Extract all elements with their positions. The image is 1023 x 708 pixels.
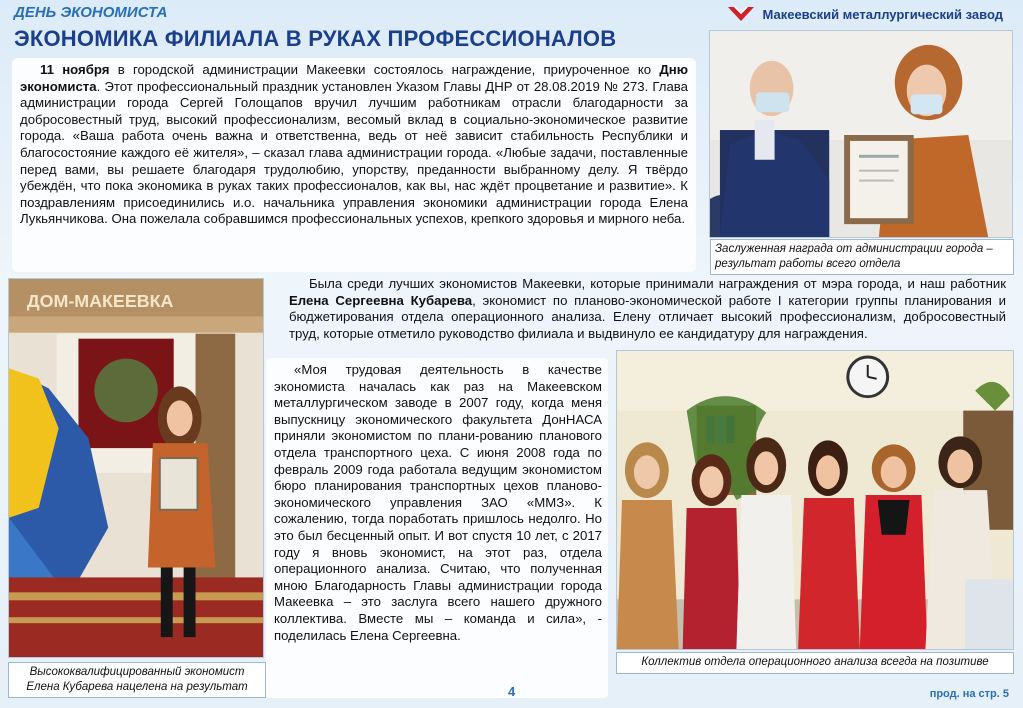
brand-name: Макеевский металлургический завод — [762, 6, 1003, 22]
team-photo — [616, 350, 1014, 650]
portrait-photo-caption: Высококвалифицированный экономист Елена Кубарева нацелена на результат — [8, 662, 266, 698]
award-photo-caption: Заслуженная награда от администрации города – результат работы всего отдела — [710, 239, 1014, 275]
award-photo — [709, 30, 1013, 238]
section-label: ДЕНЬ ЭКОНОМИСТА — [14, 4, 168, 21]
article-intro — [12, 58, 696, 272]
article-quote — [266, 358, 608, 698]
building-sign: ДОМ-МАКЕЕВКА — [26, 290, 174, 311]
event-date: 11 ноября — [40, 62, 110, 77]
holiday-name: Дню экономиста — [20, 62, 688, 94]
article-paragraph-1: 11 ноября в городской администрации Макеевки состоялось награждение, приуроченное ко Дню экономиста. Этот профессиональный праздник установлен Указом Главы ДНР от 28.08.2019 № 273. Глава администрации города Сергей Голощапов вручил лучшим работникам отрасли благодарности за добросовестный труд, высокий профессионализм, весомый вклад в социально-экономическое развитие города. «Ваша работа очень важна и ответственна, ведь от неё зависит стабильность Республики и благосостояние каждого её жителя», – сказал глава администрации города. «Любые задачи, поставленные перед вами, вы решаете благодаря трудолюбию, упорству, преданности выбранному делу. Я твёрдо убеждён, что пока экономика в руках таких профессионалов, как вы, нас ждёт процветание и развитие». К поздравлениям присоединились и.о. начальника управления экономики администрации города Елена Лукьянчикова. Она пожелала собравшимся профессиональных успехов, крепкого здоровья и мирного неба. — [20, 62, 688, 227]
article-employee-intro — [271, 276, 1012, 356]
continued-note: прод. на стр. 5 — [929, 688, 1009, 700]
employee-name: Елена Сергеевна Кубарева — [289, 292, 473, 308]
brand — [726, 4, 1003, 24]
team-photo-caption: Коллектив отдела операционного анализа всегда на позитиве — [616, 652, 1014, 674]
portrait-photo — [8, 278, 264, 658]
factory-logo-icon — [726, 4, 756, 24]
page-title: ЭКОНОМИКА ФИЛИАЛА В РУКАХ ПРОФЕССИОНАЛОВ — [14, 26, 617, 51]
page-number: 4 — [508, 684, 516, 699]
article-paragraph-2: Была среди лучших экономистов Макеевки, которые принимали награждения от мэра города, и наш работник Елена Сергеевна Кубарева, экономист по планово-экономической работе I категории группы планирования и бюджетирования отдела операционного анализа. Елену отличает высокий профессионализм, добросовестный труд, которые отметило руководство филиала и выдвинуло ее кандидатуру для награждения. — [289, 276, 1006, 341]
article-paragraph-3: «Моя трудовая деятельность в качестве экономиста началась как раз на Макеевском металлургическом заводе в 2007 году, когда меня выпускницу экономического факультета ДонНАСА приняли экономистом по плани-рованию планового отдела транспортного цеха. С июня 2008 года по февраль 2009 года работала ведущим экономистом бюро планирования транспортных цехов планово-экономического управления ЗАО «ММЗ». К сожалению, тогда поработать пришлось недолго. Но это был бесценный опыт. И вот спустя 10 лет, с 2017 году я вновь экономист, на этот раз, отдела операционного анализа. Считаю, что полученная мною Благодарность Главы администрации города Макеевка – это заслуга всего нашего дружного коллектива. Вместе мы – команда и сила», - поделилась Елена Сергеевна. — [274, 362, 602, 643]
